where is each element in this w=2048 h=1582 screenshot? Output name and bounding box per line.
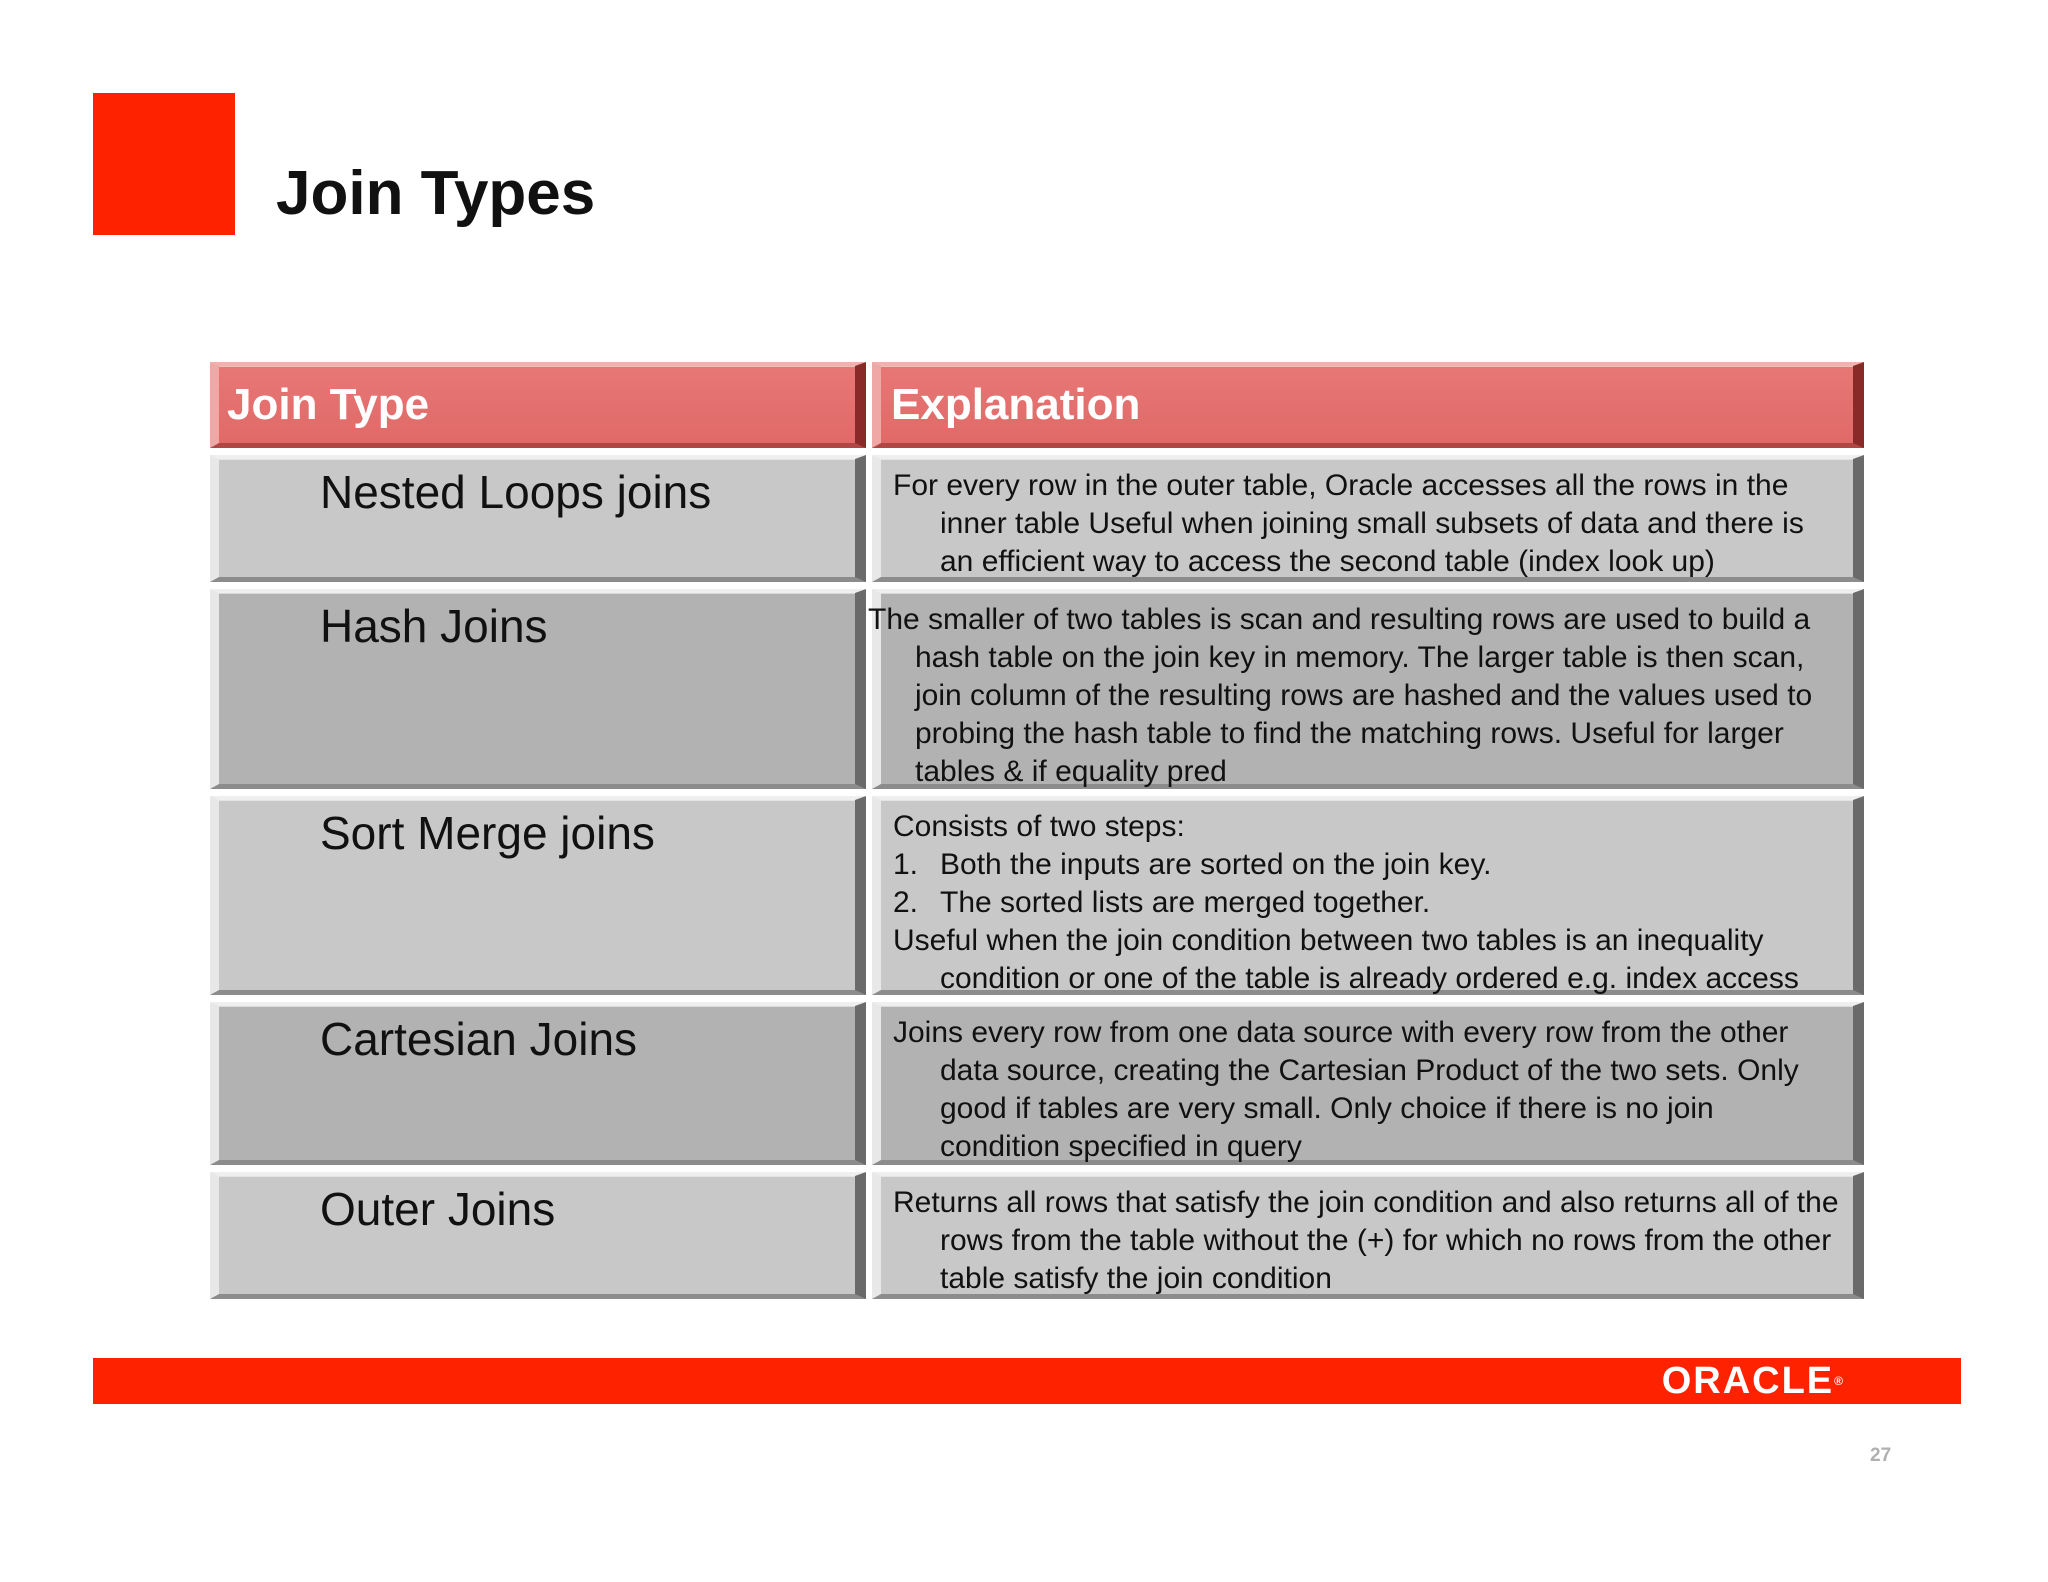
table-row (210, 455, 1864, 582)
step-item (893, 846, 1841, 884)
explanation-text (881, 459, 1853, 581)
step-text: The sorted lists are merged together. (940, 886, 1431, 919)
explanation-paragraph: For every row in the outer table, Oracle accesses all the rows in the inner table Useful when joining small subsets of data and there is an efficient way to access the second table (index look up) (893, 469, 1804, 578)
oracle-logo (1662, 1360, 1843, 1402)
explanation-text (881, 1176, 1853, 1298)
explanation-text (881, 1006, 1853, 1166)
join-type-label: Hash Joins (320, 600, 548, 652)
header-join-type: Join Type (210, 362, 866, 448)
table-row (210, 796, 1864, 995)
step-item (893, 884, 1841, 922)
explanation-cell (868, 589, 1864, 789)
join-type-label: Cartesian Joins (320, 1013, 638, 1065)
join-type-label: Outer Joins (320, 1183, 556, 1235)
slide-title: Join Types (276, 159, 596, 228)
join-type-cell (210, 455, 866, 582)
explanation-cell (872, 1172, 1864, 1299)
registered-mark: ® (1834, 1374, 1843, 1388)
explanation-text (868, 593, 1853, 791)
explanation-text (881, 800, 1853, 998)
explanation-cell (872, 455, 1864, 582)
footer-bar (93, 1358, 1961, 1404)
oracle-logo-text: ORACLE (1661, 1360, 1835, 1402)
step-number: 1. (893, 848, 919, 881)
explanation-paragraph: Joins every row from one data source with every row from the other data source, creating the Cartesian Product of the two sets. Only good if tables are very small. Only choice if there is no join condition specified in query (893, 1016, 1799, 1163)
steps-outro: Useful when the join condition between two tables is an inequality condition or one of the table is already ordered e.g. index access (893, 924, 1799, 995)
join-type-cell (210, 1002, 866, 1165)
explanation-cell (872, 796, 1864, 995)
steps-intro: Consists of two steps: (893, 810, 1185, 843)
join-type-label: Nested Loops joins (320, 466, 712, 518)
step-text: Both the inputs are sorted on the join key. (940, 848, 1492, 881)
join-types-table (210, 362, 1864, 1306)
accent-square (93, 93, 235, 235)
join-type-cell (210, 589, 866, 789)
join-type-cell (210, 1172, 866, 1299)
table-row (210, 1002, 1864, 1165)
explanation-cell (872, 1002, 1864, 1165)
step-number: 2. (893, 886, 919, 919)
explanation-paragraph: Returns all rows that satisfy the join condition and also returns all of the rows from the table without the (+) for which no rows from the other table satisfy the join condition (893, 1186, 1839, 1295)
table-row (210, 589, 1864, 789)
table-row (210, 1172, 1864, 1299)
join-type-cell (210, 796, 866, 995)
join-type-label: Sort Merge joins (320, 807, 655, 859)
table-header-row (210, 362, 1864, 448)
page-number: 27 (1870, 1445, 1892, 1466)
explanation-paragraph: The smaller of two tables is scan and resulting rows are used to build a hash table on the join key in memory. The larger table is then scan, join column of the resulting rows are hashed and the values used to probing the hash table to find the matching rows. Useful for larger tables & if equality pred (868, 603, 1813, 788)
header-explanation: Explanation (872, 362, 1864, 448)
